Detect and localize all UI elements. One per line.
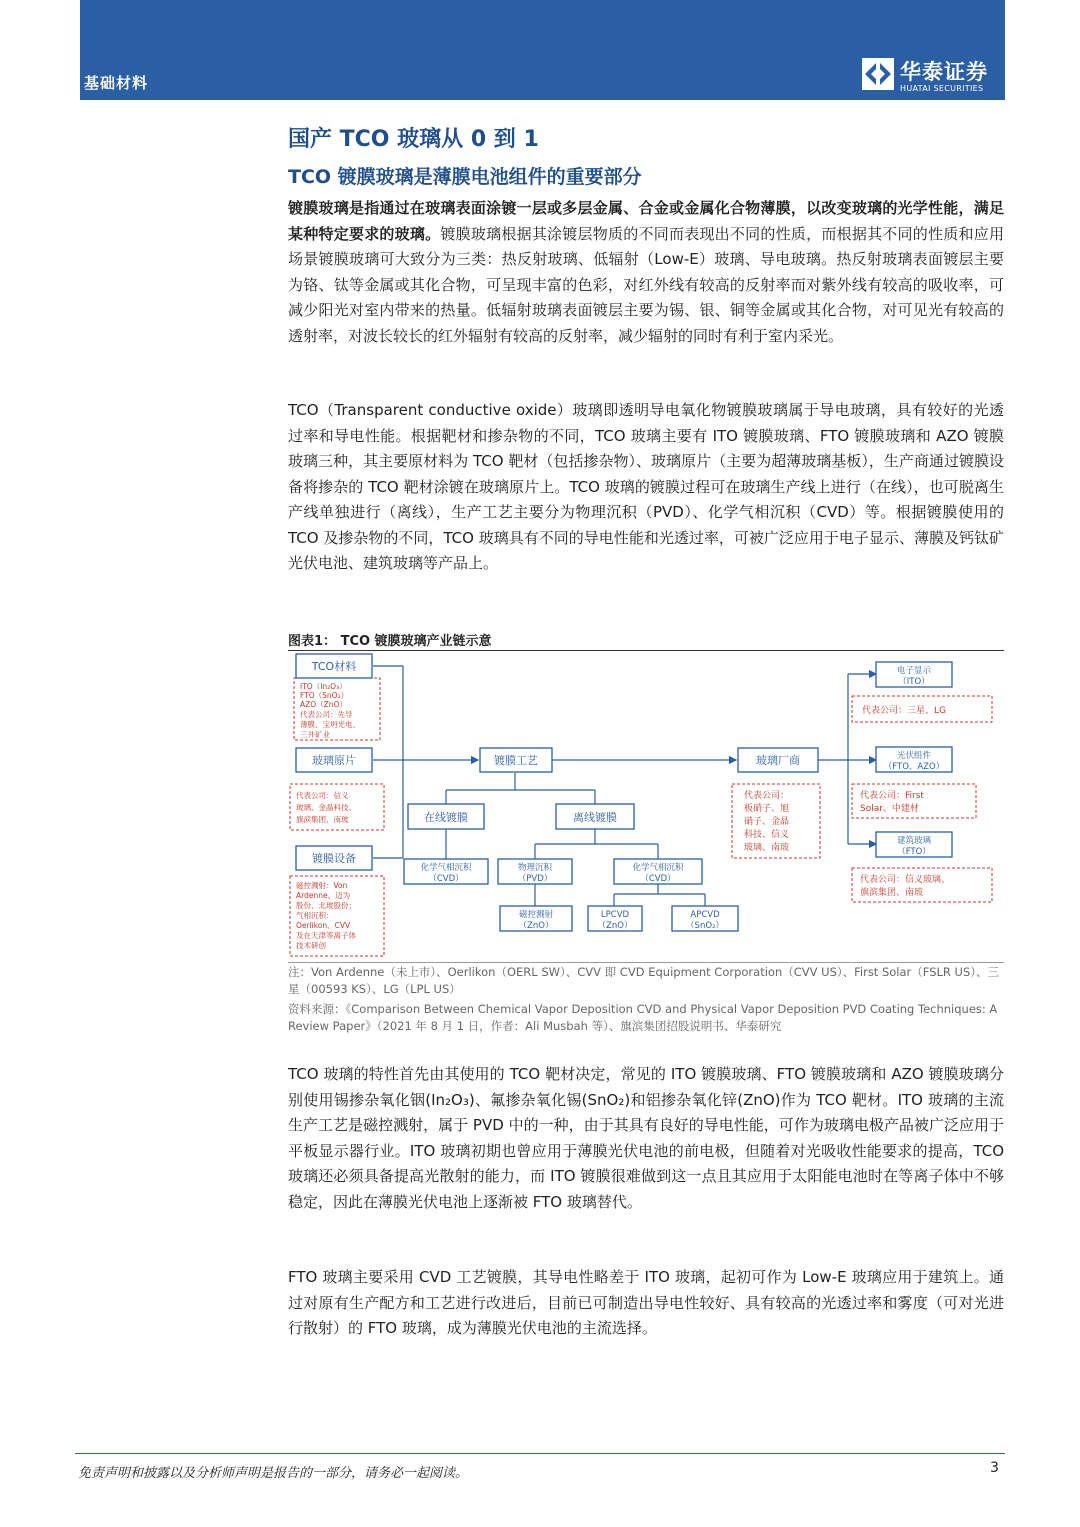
sputter-label-2: （ZnO） xyxy=(518,921,554,931)
display-co-text: 代表公司：三星、LG xyxy=(862,706,946,716)
offline-coating-label: 离线镀膜 xyxy=(573,811,617,824)
display-label-1: 电子显示 xyxy=(896,666,932,676)
pv-label-2: （FTO、AZO） xyxy=(883,762,945,772)
pvd-label-2: （PVD） xyxy=(517,874,553,884)
equip-co-line4: 气相沉积： xyxy=(296,911,334,920)
equip-co-line7: 技术研创 xyxy=(296,941,326,950)
section-subtitle: TCO 镀膜玻璃是薄膜电池组件的重要部分 xyxy=(288,166,642,188)
factory-co-line2: 板硝子、旭 xyxy=(744,804,790,814)
equip-co-line6: 及在天津等离子体 xyxy=(296,931,356,940)
tco-co-line5: 薄膜、宝坍光电、 xyxy=(300,720,360,729)
paragraph-tco-intro: TCO（Transparent conductive oxide）玻璃即透明导电氧化物镀膜玻璃属于导电玻璃，具有较好的光透过率和导电性能。根据靶材和掺杂物的不同，TCO 玻璃主要有 ITO 镀膜玻璃、FTO 镀膜玻璃和 AZO 镀膜玻璃三种，其主要原材料为 TCO 靶材（包括掺杂物）、玻璃原片（主要为超薄玻璃基板），生产商通过镀膜设备将掺杂的 TCO 靶材涂镀在玻璃原片上。TCO 玻璃的镀膜过程可在玻璃生产线上进行（在线），也可脱离生产线单独进行（离线），生产工艺主要分为物理沉积（PVD）、化学气相沉积（CVD）等。根据镀膜使用的 TCO 及掺杂物的不同，TCO 玻璃具有不同的导电性能和光透过率，可被广泛应用于电子显示、薄膜及钙钛矿光伏电池、建筑玻璃等产品上。 xyxy=(288,401,1004,572)
figure-top-rule xyxy=(288,650,1004,651)
glass-co-line3: 旗滨集团、南玻 xyxy=(296,815,349,824)
glass-co-line2: 玻璃、金晶科技、 xyxy=(296,803,356,812)
factory-co-line5: 玻璃、南玻 xyxy=(744,843,790,853)
glass-co-line1: 代表公司：信义 xyxy=(296,791,349,800)
cvd-online-label-1: 化学气相沉积 xyxy=(420,863,472,873)
build-co-line2: 旗滨集团、南玻 xyxy=(860,888,924,898)
glass-factory-label: 玻璃厂商 xyxy=(756,754,800,767)
equip-co-line2: Ardenne、迈为 xyxy=(296,891,351,900)
footer-disclaimer: 免责声明和披露以及分析师声明是报告的一部分，请务必一起阅读。 xyxy=(78,1466,469,1481)
apcvd-label-2: （SnO₂） xyxy=(686,921,724,931)
pv-label-1: 光伏组件 xyxy=(896,751,932,761)
page-number: 3 xyxy=(990,1460,999,1476)
cvd-offline-label-2: （CVD） xyxy=(640,874,676,884)
sputter-label-1: 磁控溅射 xyxy=(518,910,554,920)
tco-co-line4: 代表公司：先导 xyxy=(300,710,353,719)
pv-co-line2: Solar、中建材 xyxy=(860,804,919,814)
tco-co-line1: ITO（In₂O₃） xyxy=(300,682,347,691)
logo-chinese-name: 华泰证券 xyxy=(900,60,988,84)
company-logo xyxy=(862,56,1002,96)
pvd-label-1: 物理沉积 xyxy=(517,863,553,873)
paragraph-lead-bold: 镀膜玻璃是指通过在玻璃表面涂镀一层或多层金属、合金或金属化合物薄膜，以改变玻璃的光学性能，满足某种特定要求的玻璃。 xyxy=(288,199,1004,243)
figure-bottom-rule xyxy=(288,962,1004,963)
online-coating-label: 在线镀膜 xyxy=(424,811,468,824)
build-co-line1: 代表公司：信义玻璃、 xyxy=(860,875,951,885)
tco-co-line3: AZO（ZnO） xyxy=(300,700,347,709)
tco-co-line2: FTO（SnO₂） xyxy=(300,691,349,700)
equip-co-line3: 股份、北玻股份； xyxy=(296,901,356,910)
glass-raw-label: 玻璃原片 xyxy=(312,754,356,767)
section-label: 基础材料 xyxy=(84,74,149,92)
cvd-online-label-2: （CVD） xyxy=(428,874,464,884)
industry-chain-diagram xyxy=(288,652,1004,962)
paragraph-tco-target: TCO 玻璃的特性首先由其使用的 TCO 靶材决定，常见的 ITO 镀膜玻璃、FTO 镀膜玻璃和 AZO 镀膜玻璃分别使用锡掺杂氧化铟(In₂O₃)、氟掺杂氧化锡(SnO₂)和铝掺杂氧化锌(ZnO)作为 TCO 靶材。ITO 玻璃的主流生产工艺是磁控溅射，属于 PVD 中的一种，由于其具有良好的导电性能，可作为玻璃电极产品被广泛应用于平板显示器行业。ITO 玻璃初期也曾应用于薄膜光伏电池的前电极，但随着对光吸收性能要求的提高，TCO 玻璃还必须具备提高光散射的能力，而 ITO 镀膜很难做到这一点且其应用于太阳能电池时在等离子体中不够稳定，因此在薄膜光伏电池上逐渐被 FTO 玻璃替代。 xyxy=(288,1065,1004,1211)
factory-co-line1: 代表公司： xyxy=(744,791,790,801)
figure-note: 注：Von Ardenne（未上市）、Oerlikon（OERL SW）、CVV 即 CVD Equipment Corporation（CVV US）、First Solar（FSLR US）、三星（00593 KS）、LG（LPL US） xyxy=(288,965,1000,996)
page-title: 国产 TCO 玻璃从 0 到 1 xyxy=(288,127,539,152)
display-label-2: （ITO） xyxy=(898,677,930,687)
coating-process-label: 镀膜工艺 xyxy=(494,754,538,767)
apcvd-label-1: APCVD xyxy=(690,910,720,920)
building-label-2: （FTO） xyxy=(897,847,931,857)
factory-co-line3: 硝子、金晶 xyxy=(744,817,790,827)
building-label-1: 建筑玻璃 xyxy=(896,836,932,846)
equip-co-line1: 磁控溅射：Von xyxy=(296,881,348,890)
tco-co-line6: 三井矿业 xyxy=(300,730,330,739)
paragraph-body: 镀膜玻璃根据其涂镀层物质的不同而表现出不同的性质，而根据其不同的性质和应用场景镀膜玻璃可大致分为三类：热反射玻璃、低辐射（Low-E）玻璃、导电玻璃。热反射玻璃表面镀层主要为铬、钛等金属或其化合物，可呈现丰富的色彩，对红外线有较高的反射率而对紫外线有较高的吸收率，可减少阳光对室内带来的热量。低辐射玻璃表面镀层主要为锡、银、铜等金属或其化合物，对可见光有较高的透射率，对波长较长的红外辐射有较高的反射率，减少辐射的同时有利于室内采光。 xyxy=(288,224,1004,345)
tco-material-label: TCO材料 xyxy=(311,660,357,673)
figure-source: 资料来源：《Comparison Between Chemical Vapor Deposition CVD and Physical Vapor Deposition PVD Coating Techniques: A Review Paper》（2021 年 8 月 1 日，作者：Ali Musbah 等）、旗滨集团招股说明书、华泰研究 xyxy=(288,1002,998,1033)
lpcvd-label-1: LPCVD xyxy=(600,910,630,920)
equip-co-line5: Oerlikon、CVV xyxy=(296,921,351,930)
equipment-label: 镀膜设备 xyxy=(312,852,356,865)
logo-english-name: HUATAI SECURITIES xyxy=(900,84,984,93)
huatai-logo-icon xyxy=(862,58,894,90)
footer-rule xyxy=(75,1453,1005,1454)
paragraph-coated-glass xyxy=(288,196,1004,349)
lpcvd-label-2: （ZnO） xyxy=(597,921,633,931)
pv-co-line1: 代表公司：First xyxy=(860,791,924,801)
paragraph-fto-glass: FTO 玻璃主要采用 CVD 工艺镀膜，其导电性略差于 ITO 玻璃，起初可作为 Low-E 玻璃应用于建筑上。通过对原有生产配方和工艺进行改进后，目前已可制造出导电性较好、具有较高的光透过率和雾度（可对光进行散射）的 FTO 玻璃，成为薄膜光伏电池的主流选择。 xyxy=(288,1268,1004,1337)
cvd-offline-label-1: 化学气相沉积 xyxy=(632,863,684,873)
figure-title: 图表1： TCO 镀膜玻璃产业链示意 xyxy=(288,634,492,649)
factory-co-line4: 科技、信义 xyxy=(744,830,790,840)
